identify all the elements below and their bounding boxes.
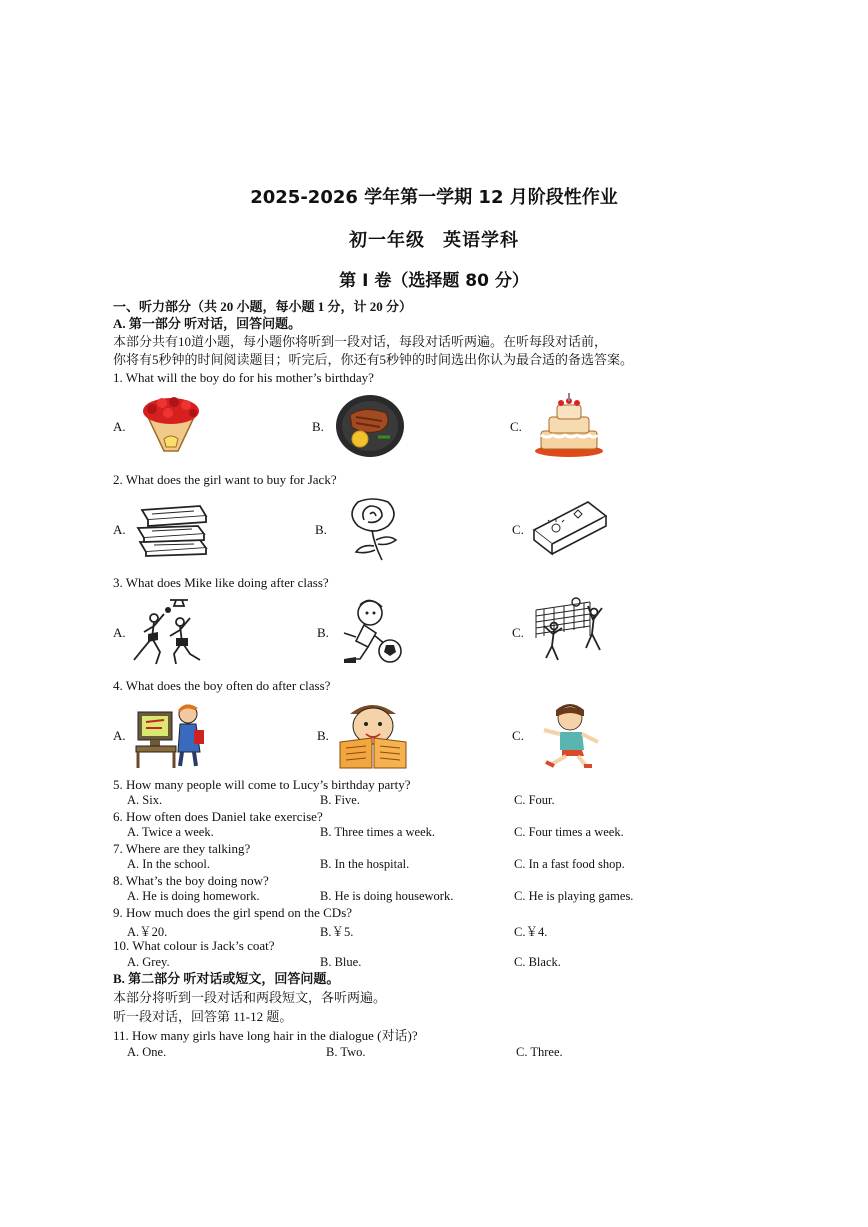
exam-title: 2025-2026 学年第一学期 12 月阶段性作业 <box>250 187 618 208</box>
part-b-instruction: 本部分将听到一段对话和两段短文，各听两遍。 <box>113 990 387 1005</box>
books-icon <box>134 500 212 558</box>
option-label: C. <box>512 625 524 640</box>
choice-c: C. Three. <box>516 1045 563 1059</box>
football-boy-icon <box>338 597 408 665</box>
choice-c: C. He is playing games. <box>514 889 634 903</box>
question-4: 4. What does the boy often do after class? <box>113 678 331 693</box>
option-label: B. <box>317 728 329 743</box>
basketball-players-icon <box>130 596 208 668</box>
choice-c: C.￥4. <box>514 925 548 939</box>
volleyball-players-icon <box>532 596 608 666</box>
choice-b: B. He is doing housework. <box>320 889 454 903</box>
choice-b: B. Five. <box>320 793 360 807</box>
rose-icon <box>338 496 408 562</box>
reading-boy-icon <box>336 700 410 770</box>
question-11: 11. How many girls have long hair in the dialogue (对话)? <box>113 1028 418 1043</box>
question-9: 9. How much does the girl spend on the CDs? <box>113 905 353 920</box>
choice-b: B. Two. <box>326 1045 366 1059</box>
choice-a: A. Twice a week. <box>127 825 214 839</box>
grade-label: 初一年级 <box>349 230 425 251</box>
question-3: 3. What does Mike like doing after class? <box>113 575 329 590</box>
choice-c: C. Black. <box>514 955 561 969</box>
option-label: A. <box>113 419 126 434</box>
pencil-box-icon <box>530 496 608 558</box>
question-6: 6. How often does Daniel take exercise? <box>113 809 323 824</box>
choice-b: B. In the hospital. <box>320 857 410 871</box>
part-b-instruction: 听一段对话，回答第 11-12 题。 <box>113 1009 293 1024</box>
question-7: 7. Where are they talking? <box>113 841 251 856</box>
question-10: 10. What colour is Jack’s coat? <box>113 938 275 953</box>
section-heading: 一、听力部分（共 20 小题，每小题 1 分，计 20 分） <box>113 299 413 314</box>
choice-c: C. In a fast food shop. <box>514 857 625 871</box>
option-label: C. <box>512 728 524 743</box>
option-label: B. <box>312 419 324 434</box>
question-2: 2. What does the girl want to buy for Jack? <box>113 472 337 487</box>
subject-label: 英语学科 <box>443 230 519 251</box>
choice-a: A. Six. <box>127 793 163 807</box>
option-label: C. <box>512 522 524 537</box>
part-a-instruction: 你将有5秒钟的时间阅读题目；听完后，你还有5秒钟的时间选出你认为最合适的备选答案。 <box>113 352 634 367</box>
birthday-cake-icon <box>533 391 605 459</box>
computer-game-icon <box>134 700 208 770</box>
steak-plate-icon <box>334 393 406 459</box>
grade-subject <box>0 226 868 252</box>
flower-bouquet-icon <box>138 393 204 457</box>
part-a-instruction: 本部分共有10道小题，每小题你将听到一段对话，每段对话听两遍。在听每段对话前， <box>113 334 608 349</box>
option-label: B. <box>315 522 327 537</box>
option-label: A. <box>113 522 126 537</box>
volume-title: 第 I 卷（选择题 80 分） <box>339 271 529 291</box>
part-b-title: B. 第二部分 听对话或短文，回答问题。 <box>113 971 340 986</box>
choice-a: A. One. <box>127 1045 167 1059</box>
choice-c: C. Four times a week. <box>514 825 624 839</box>
choice-a: A.￥20. <box>127 925 168 939</box>
option-label: B. <box>317 625 329 640</box>
question-8: 8. What’s the boy doing now? <box>113 873 269 888</box>
choice-b: B. Three times a week. <box>320 825 436 839</box>
option-label: A. <box>113 728 126 743</box>
choice-b: B. Blue. <box>320 955 362 969</box>
choice-a: A. Grey. <box>127 955 170 969</box>
question-5: 5. How many people will come to Lucy’s birthday party? <box>113 777 411 792</box>
part-a-title: A. 第一部分 听对话，回答问题。 <box>113 316 302 331</box>
choice-a: A. He is doing homework. <box>127 889 260 903</box>
running-boy-icon <box>534 700 608 770</box>
choice-c: C. Four. <box>514 793 555 807</box>
option-label: C. <box>510 419 522 434</box>
choice-b: B.￥5. <box>320 925 354 939</box>
question-1: 1. What will the boy do for his mother’s birthday? <box>113 370 374 385</box>
option-label: A. <box>113 625 126 640</box>
choice-a: A. In the school. <box>127 857 210 871</box>
